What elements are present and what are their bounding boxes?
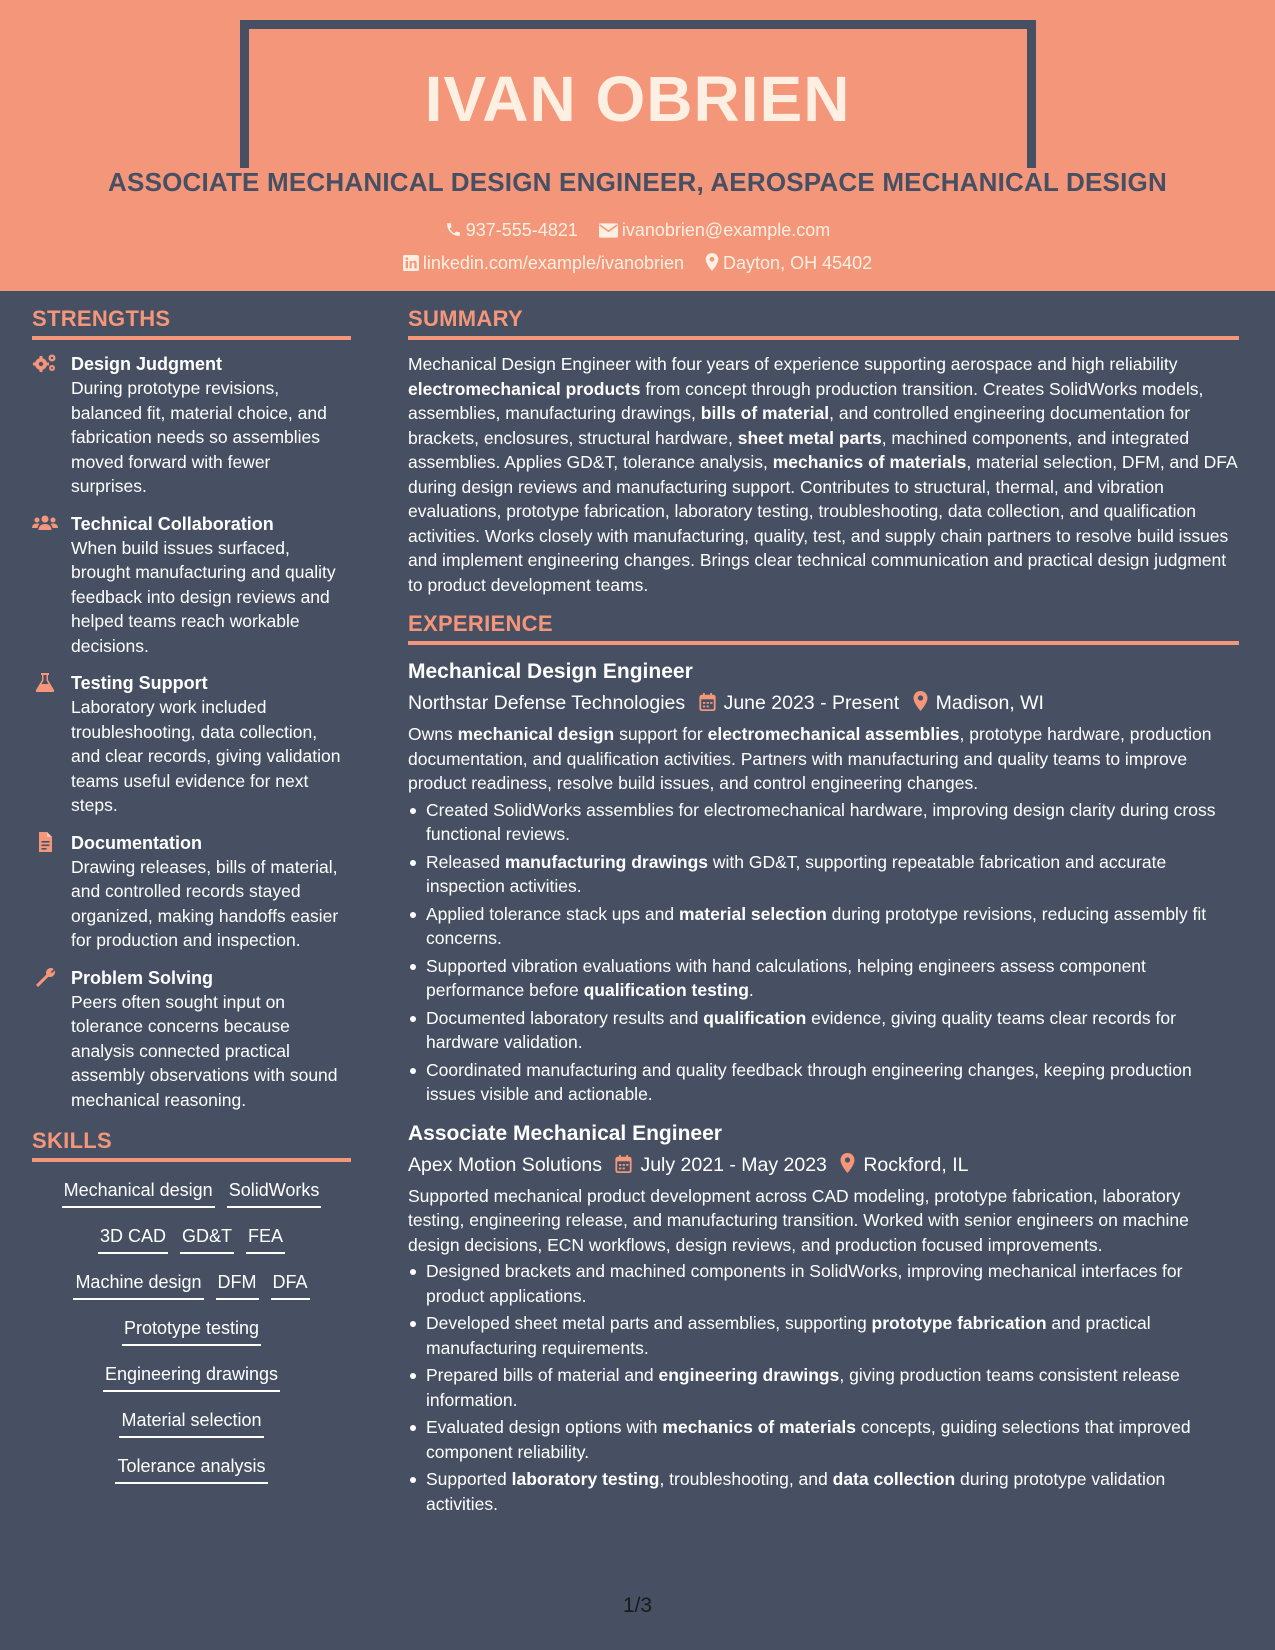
skill-tag: Tolerance analysis	[115, 1452, 267, 1484]
strength-description: Peers often sought input on tolerance concerns because analysis connected practical assembly observations with sound mechanical reasoning.	[71, 991, 338, 1110]
job-bullet: Created SolidWorks assemblies for electromechanical hardware, improving design clarity during cross functional reviews.	[408, 798, 1239, 847]
job-bullet: Coordinated manufacturing and quality feedback through engineering changes, keeping production issues visible and actionable.	[408, 1058, 1239, 1107]
skills-row	[32, 1360, 351, 1392]
candidate-title: ASSOCIATE MECHANICAL DESIGN ENGINEER, AEROSPACE MECHANICAL DESIGN	[108, 167, 1167, 197]
strength-description: During prototype revisions, balanced fit, material choice, and fabrication needs so assemblies moved forward with fewer surprises.	[71, 378, 327, 496]
calendar-icon	[699, 693, 716, 711]
wrench-icon	[32, 967, 58, 987]
job-meta	[408, 1149, 1239, 1181]
email-text: ivanobrien@example.com	[621, 220, 831, 240]
strength-description: Drawing releases, bills of material, and controlled records stayed organized, making handoffs easier for production and inspection.	[71, 856, 339, 950]
skill-tag: DFA	[271, 1268, 310, 1300]
calendar-icon	[615, 1155, 632, 1173]
skill-tag: GD&T	[180, 1222, 234, 1254]
job-company: Apex Motion Solutions	[408, 1153, 603, 1176]
job-bullet: Released manufacturing drawings with GD&T, supporting repeatable fabrication and accurate inspection activities.	[408, 850, 1239, 899]
job-description: Supported mechanical product development across CAD modeling, prototype fabrication, laboratory testing, engineering release, and manufacturing transition. Worked with senior engineers on machine design decisions, ECN workflows, design reviews, and production focused improvements.	[408, 1185, 1189, 1255]
skill-tag: FEA	[246, 1222, 285, 1254]
strengths-heading: STRENGTHS	[32, 306, 351, 340]
strength-title: Problem Solving	[71, 967, 214, 988]
emphasis-text: qualification testing	[583, 980, 749, 1000]
emphasis-text: material selection	[678, 903, 827, 924]
skills-row	[32, 1222, 351, 1254]
strength-item	[32, 671, 351, 818]
job-location	[913, 687, 1044, 719]
summary-text: Mechanical Design Engineer with four years of experience supporting aerospace and high reliability electromechanical products from concept through production transition. Creates SolidWorks models, assemblies, manufacturing drawings, bills of material, and controlled engineering documentation for brackets, enclosures, structural hardware, sheet metal parts, machined components, and integrated assemblies. Applies GD&T, tolerance analysis, mechanics of materials, material selection, DFM, and DFA during design reviews and manufacturing support. Contributes to structural, thermal, and vibration evaluations, prototype fabrication, laboratory testing, troubleshooting, data collection, and qualification activities. Works closely with manufacturing, quality, test, and supply chain partners to resolve build issues and implement engineering changes. Brings clear technical communication and practical design judgment to product development teams.	[408, 354, 1237, 595]
job-entry	[408, 1119, 1239, 1517]
location-text: Dayton, OH 45402	[723, 253, 873, 273]
linkedin-icon	[403, 255, 419, 271]
job-dates-text: July 2021 - May 2023	[640, 1153, 827, 1176]
job-dates-text: June 2023 - Present	[723, 692, 900, 714]
job-bullets	[408, 798, 1239, 1107]
skills-row	[32, 1452, 351, 1484]
phone-text: 937-555-4821	[465, 220, 578, 240]
skill-tag: SolidWorks	[227, 1176, 322, 1208]
skill-tag: Engineering drawings	[103, 1360, 280, 1392]
emphasis-text: engineering drawings	[658, 1365, 840, 1385]
job-bullet: Evaluated design options with mechanics of materials concepts, guiding selections that improved component reliability.	[408, 1415, 1239, 1464]
skill-tag: Mechanical design	[62, 1176, 215, 1208]
emphasis-text: mechanics of materials	[662, 1417, 856, 1437]
linkedin-text: linkedin.com/example/ivanobrien	[422, 253, 685, 273]
strength-title: Design Judgment	[71, 354, 223, 374]
strength-item	[32, 512, 351, 659]
skills-list	[32, 1174, 351, 1484]
job-meta	[408, 687, 1239, 719]
skill-tag: Prototype testing	[122, 1314, 261, 1346]
job-dates	[699, 687, 900, 719]
strength-title: Testing Support	[71, 673, 208, 693]
job-bullet: Prepared bills of material and engineering drawings, giving production teams consistent release information.	[408, 1363, 1239, 1412]
contact-row-2	[0, 253, 1275, 274]
skill-tag: 3D CAD	[98, 1222, 168, 1254]
map-pin-icon	[705, 253, 719, 271]
strength-item	[32, 966, 351, 1113]
job-location-text: Rockford, IL	[863, 1153, 969, 1176]
skills-row	[32, 1268, 351, 1300]
strength-description: Laboratory work included troubleshooting, data collection, and clear records, giving validation teams useful evidence for next steps.	[71, 697, 341, 815]
emphasis-text: mechanical design	[457, 724, 615, 744]
job-dates	[615, 1149, 826, 1181]
skills-row	[32, 1406, 351, 1438]
linkedin-contact[interactable]	[403, 253, 684, 274]
emphasis-text: manufacturing drawings	[504, 851, 709, 872]
experience-heading: EXPERIENCE	[408, 611, 1239, 645]
job-bullets	[408, 1259, 1239, 1516]
emphasis-text: electromechanical assemblies	[707, 724, 960, 744]
job-bullet: Supported laboratory testing, troubleshooting, and data collection during prototype validation activities.	[408, 1467, 1239, 1516]
strength-title: Documentation	[71, 832, 203, 853]
phone-icon	[445, 221, 462, 238]
job-bullet: Applied tolerance stack ups and material selection during prototype revisions, reducing assembly fit concerns.	[408, 902, 1239, 951]
emphasis-text: prototype fabrication	[871, 1313, 1047, 1333]
summary-heading: SUMMARY	[408, 306, 1239, 340]
skills-section	[32, 1128, 351, 1484]
page-number: 1/3	[622, 1594, 653, 1617]
left-column	[32, 306, 351, 1498]
location-contact	[705, 253, 872, 274]
gears-icon	[32, 353, 58, 373]
job-entry	[408, 657, 1239, 1107]
emphasis-text: laboratory testing	[511, 1469, 660, 1489]
skills-heading: SKILLS	[32, 1128, 351, 1162]
email-contact[interactable]	[599, 220, 830, 241]
skills-row	[32, 1176, 351, 1208]
skill-tag: Material selection	[119, 1406, 263, 1438]
map-pin-icon	[913, 691, 928, 711]
job-bullet: Developed sheet metal parts and assemblies, supporting prototype fabrication and practical manufacturing requirements.	[408, 1311, 1239, 1360]
emphasis-text: mechanics of materials	[772, 452, 967, 472]
strength-item	[32, 352, 351, 499]
emphasis-text: sheet metal parts	[737, 427, 882, 448]
job-company: Northstar Defense Technologies	[408, 692, 686, 714]
emphasis-text: qualification	[703, 1007, 807, 1028]
envelope-icon	[599, 223, 618, 238]
map-pin-icon	[840, 1153, 855, 1173]
strength-description: When build issues surfaced, brought manufacturing and quality feedback into design reviews and helped teams reach workable decisions.	[71, 537, 336, 656]
job-bullet: Designed brackets and machined components in SolidWorks, improving mechanical interfaces for product applications.	[408, 1259, 1239, 1308]
job-description: Owns mechanical design support for electromechanical assemblies, prototype hardware, production documentation, and qualification activities. Partners with manufacturing and quality teams to improve product readiness, resolve build issues, and control engineering changes.	[408, 724, 1212, 793]
skill-tag: Machine design	[73, 1268, 203, 1300]
job-role: Mechanical Design Engineer	[408, 660, 693, 683]
emphasis-text: electromechanical products	[408, 378, 641, 399]
document-icon	[32, 832, 58, 852]
resume-header	[0, 0, 1275, 291]
emphasis-text: bills of material	[700, 403, 830, 423]
candidate-name: IVAN OBRIEN	[424, 63, 851, 135]
job-bullet: Supported vibration evaluations with hand calculations, helping engineers assess component performance before qualification testing.	[408, 954, 1239, 1003]
job-location	[840, 1149, 968, 1181]
job-location-text: Madison, WI	[935, 692, 1044, 714]
skills-row	[32, 1314, 351, 1346]
strength-item	[32, 831, 351, 953]
contact-row-1	[0, 220, 1275, 241]
emphasis-text: data collection	[832, 1469, 956, 1489]
users-icon	[32, 513, 58, 533]
job-bullet: Documented laboratory results and qualification evidence, giving quality teams clear records for hardware validation.	[408, 1006, 1239, 1055]
strength-title: Technical Collaboration	[71, 513, 274, 534]
job-role: Associate Mechanical Engineer	[408, 1121, 722, 1145]
phone-contact[interactable]	[445, 220, 578, 241]
skill-tag: DFM	[216, 1268, 259, 1300]
flask-icon	[32, 672, 58, 692]
right-column	[408, 306, 1239, 1528]
